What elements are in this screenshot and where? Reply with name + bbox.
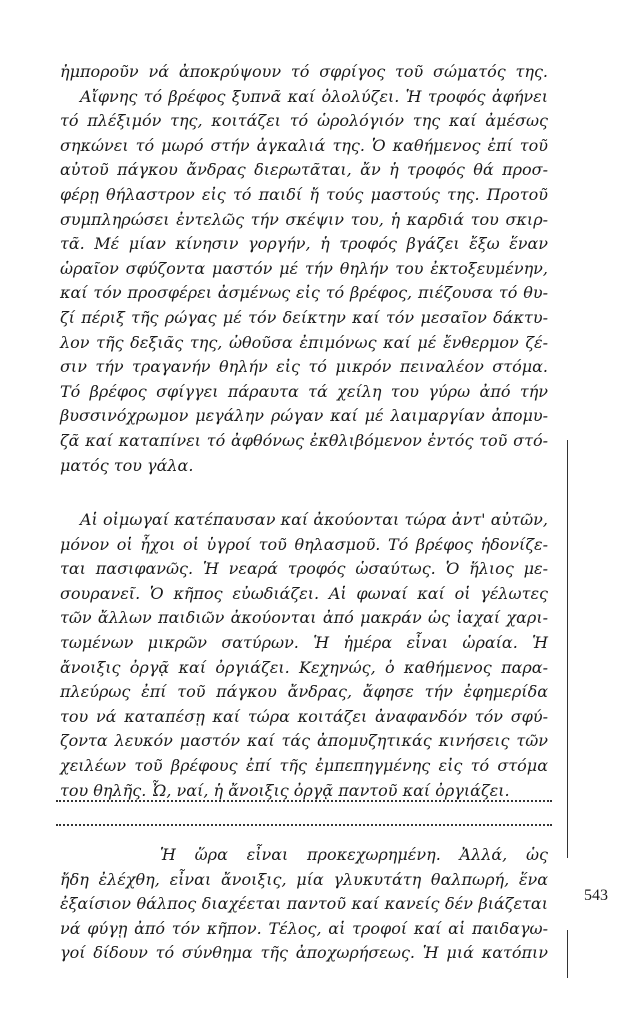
dotted-separator [56,800,552,804]
text-line: αὐτοῦ πάγκου ἄνδρας διερωτᾶται, ἄν ἡ τροφός θά προσ- [60,160,548,180]
text-line: Αἱ οἰμωγαί κατέπαυσαν καί ἀκούονται τώρα ἀντ' αὐτῶν, [80,510,548,529]
text-line: ὡραῖον σφύζοντα μαστόν μέ τήν θηλήν του ἐκτοξευμένην, [60,258,548,278]
text-line: ἤδη ἐλέχθη, εἶναι ἄνοιξις, μία γλυκυτάτη θαλπωρή, ἕνα [60,869,548,889]
text-line: ζοντα λευκόν μαστόν καί τάς ἀπομυζητικάς κινήσεις τῶν [60,731,548,751]
text-line: νά φύγῃ ἀπό τόν κῆπον. Τέλος, αἱ τροφοί καί αἱ παιδαγω- [60,918,548,938]
text-line: Τό βρέφος σφίγγει πάραυτα τά χείλη του γύρω ἀπό τήν [60,381,548,401]
text-line: σηκώνει τό μωρό στήν ἀγκαλιά της. Ὁ καθήμενος ἐπί τοῦ [60,135,548,155]
text-line: Ἡ ὥρα εἶναι προκεχωρημένη. Ἀλλά, ὡς [160,845,548,864]
text-line: ἐξαίσιον θάλπος διαχέεται παντοῦ καί κανείς δέν βιάζεται [60,894,548,914]
text-line: μόνον οἱ ἦχοι οἱ ὑγροί τοῦ θηλασμοῦ. Τό βρέφος ἡδονίζε- [60,534,548,554]
dotted-separator [56,824,552,828]
text-line: τωμένων μικρῶν σατύρων. Ἡ ἡμέρα εἶναι ὡραία. Ἡ [60,632,548,652]
text-line: ἄνοιξις ὀργᾷ καί ὀργιάζει. Κεχηνώς, ὁ καθήμενος παρα- [60,657,548,677]
text-line: τό πλέξιμόν της, κοιτάζει τό ὡρολόγιόν της καί ἀμέσως [60,111,548,131]
text-line: συμπληρώσει ἐντελῶς τήν σκέψιν του, ἡ καρδιά του σκιρ- [60,209,548,229]
text-line: του νά καταπέσῃ καί τώρα κοιτάζει ἀναφανδόν τόν σφύ- [60,706,548,726]
text-line: χειλέων τοῦ βρέφους ἐπί τῆς ἐμπεπηγμένης εἰς τό στόμα [60,755,548,775]
text-line: λον τῆς δεξιᾶς της, ὠθοῦσα ἐπιμόνως καί μέ ἔνθερμον ζέ- [60,332,548,352]
text-line: τῶν ἄλλων παιδιῶν ἀκούονται ἀπό μακράν ὡς ἰαχαί χαρι- [60,608,548,628]
text-line: ματός του γάλα. [60,455,194,475]
text-line: τᾶ. Μέ μίαν κίνησιν γοργήν, ἡ τροφός βγάζει ἔξω ἕναν [60,234,548,254]
text-line: ἠμποροῦν νά ἀποκρύψουν τό σφρίγος τοῦ σώματός της. [60,62,548,81]
text-line: γοί δίδουν τό σύνθημα τῆς ἀποχωρήσεως. Ἡ μιά κατόπιν [60,943,548,963]
text-line: ται πασιφανῶς. Ἡ νεαρά τροφός ὡσαύτως. Ὁ ἥλιος με- [60,559,548,579]
text-line: Αἴφνης τό βρέφος ξυπνᾶ καί ὀλολύζει. Ἡ τροφός ἀφήνει [80,86,548,106]
paragraph-2 [60,508,548,803]
page-number: 543 [584,887,608,904]
text-line: σουρανεῖ. Ὁ κῆπος εὐωδιάζει. Αἱ φωναί καί οἱ γέλωτες [60,583,548,603]
paragraph-1 [60,60,548,478]
text-line: ζί πέριξ τῆς ρώγας μέ τόν δείκτην καί τόν μεσαῖον δάκτυ- [60,307,548,327]
margin-rule [567,930,568,978]
text-line: σιν τήν τραγανήν θηλήν εἰς τό μικρόν πειναλέον στόμα. [60,357,548,377]
text-line: βυσσινόχρωμον μεγάλην ρώγαν καί μέ λαιμαργίαν ἀπομυ- [60,406,548,426]
text-line: ζᾶ καί καταπίνει τό ἀφθόνως ἐκθλιβόμενον ἐντός τοῦ στό- [60,430,548,450]
text-line: φέρῃ θήλαστρον εἰς τό παιδί ἤ τούς μαστούς της. Προτοῦ [60,184,548,204]
text-line: πλεύρως ἐπί τοῦ πάγκου ἄνδρας, ἄφησε τήν ἐφημερίδα [60,682,548,702]
text-line: του θηλῆς. Ὦ, ναί, ἡ ἄνοιξις ὀργᾷ παντοῦ καί ὀργιάζει. [60,780,510,800]
text-line: καί τόν προσφέρει ἀσμένως εἰς τό βρέφος, πιέζουσα τό θυ- [60,283,548,303]
margin-rule [567,440,568,858]
paragraph-3 [60,843,548,966]
